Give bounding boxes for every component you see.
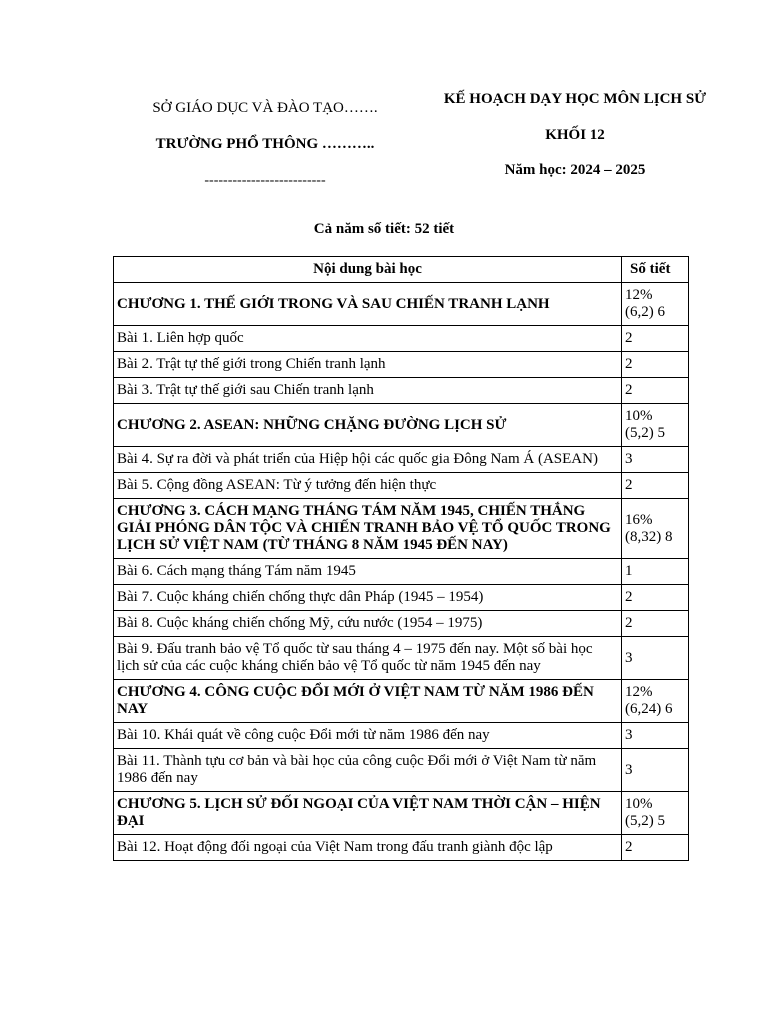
lesson-row xyxy=(114,559,689,585)
table-body xyxy=(114,283,689,861)
lesson-title: Bài 6. Cách mạng tháng Tám năm 1945 xyxy=(114,559,622,585)
chapter-row xyxy=(114,283,689,326)
chapter-title: CHƯƠNG 2. ASEAN: NHỮNG CHẶNG ĐƯỜNG LỊCH SỬ xyxy=(114,404,622,447)
period-count: 3 xyxy=(622,723,689,749)
chapter-row xyxy=(114,680,689,723)
period-count: 2 xyxy=(622,585,689,611)
department-name: SỞ GIÁO DỤC VÀ ĐÀO TẠO……. xyxy=(152,100,378,116)
period-count: 3 xyxy=(622,447,689,473)
column-header-content: Nội dung bài học xyxy=(114,257,622,283)
lesson-row xyxy=(114,585,689,611)
plan-title: KẾ HOẠCH DẠY HỌC MÔN LỊCH SỬ xyxy=(443,91,707,107)
lesson-title: Bài 9. Đấu tranh bảo vệ Tổ quốc từ sau tháng 4 – 1975 đến nay. Một số bài học lịch sử của các cuộc kháng chiến bảo vệ Tổ quốc từ năm 1945 đến nay xyxy=(114,637,622,680)
chapter-title: CHƯƠNG 1. THẾ GIỚI TRONG VÀ SAU CHIẾN TRANH LẠNH xyxy=(114,283,622,326)
period-count: 12% (6,2) 6 xyxy=(622,283,689,326)
chapter-row xyxy=(114,499,689,559)
period-count: 1 xyxy=(622,559,689,585)
chapter-title: CHƯƠNG 5. LỊCH SỬ ĐỐI NGOẠI CỦA VIỆT NAM THỜI CẬN – HIỆN ĐẠI xyxy=(114,792,622,835)
lesson-title: Bài 3. Trật tự thế giới sau Chiến tranh lạnh xyxy=(114,378,622,404)
grade-label: KHỐI 12 xyxy=(545,127,605,143)
column-header-periods: Số tiết xyxy=(622,257,689,283)
period-count: 2 xyxy=(622,611,689,637)
lesson-title: Bài 12. Hoạt động đối ngoại của Việt Nam trong đấu tranh giành độc lập xyxy=(114,835,622,861)
lesson-title: Bài 4. Sự ra đời và phát triển của Hiệp hội các quốc gia Đông Nam Á (ASEAN) xyxy=(114,447,622,473)
lesson-title: Bài 1. Liên hợp quốc xyxy=(114,326,622,352)
lesson-row xyxy=(114,326,689,352)
period-count: 2 xyxy=(622,326,689,352)
period-count: 12% (6,24) 6 xyxy=(622,680,689,723)
period-count: 2 xyxy=(622,473,689,499)
period-count: 10% (5,2) 5 xyxy=(622,792,689,835)
period-count: 3 xyxy=(622,749,689,792)
chapter-title: CHƯƠNG 3. CÁCH MẠNG THÁNG TÁM NĂM 1945, CHIẾN THẮNG GIẢI PHÓNG DÂN TỘC VÀ CHIẾN TRANH BẢO VỆ TỔ QUỐC TRONG LỊCH SỬ VIỆT NAM (TỪ THÁNG 8 NĂM 1945 ĐẾN NAY) xyxy=(114,499,622,559)
lesson-title: Bài 8. Cuộc kháng chiến chống Mỹ, cứu nước (1954 – 1975) xyxy=(114,611,622,637)
lesson-title: Bài 10. Khái quát về công cuộc Đổi mới từ năm 1986 đến nay xyxy=(114,723,622,749)
lesson-title: Bài 5. Cộng đồng ASEAN: Từ ý tưởng đến hiện thực xyxy=(114,473,622,499)
lesson-row xyxy=(114,352,689,378)
lesson-row xyxy=(114,447,689,473)
lesson-row xyxy=(114,378,689,404)
lesson-row xyxy=(114,637,689,680)
lesson-row xyxy=(114,611,689,637)
lesson-row xyxy=(114,723,689,749)
period-count: 2 xyxy=(622,352,689,378)
chapter-row xyxy=(114,792,689,835)
school-name: TRƯỜNG PHỔ THÔNG ……….. xyxy=(155,136,375,152)
period-count: 10% (5,2) 5 xyxy=(622,404,689,447)
header-divider: -------------------------- xyxy=(204,173,326,188)
lesson-title: Bài 2. Trật tự thế giới trong Chiến tranh lạnh xyxy=(114,352,622,378)
period-count: 2 xyxy=(622,378,689,404)
period-count: 3 xyxy=(622,637,689,680)
total-periods: Cả năm số tiết: 52 tiết xyxy=(313,221,455,237)
table-header-row xyxy=(114,257,689,283)
lesson-row xyxy=(114,473,689,499)
lesson-row xyxy=(114,835,689,861)
period-count: 2 xyxy=(622,835,689,861)
chapter-row xyxy=(114,404,689,447)
lesson-title: Bài 7. Cuộc kháng chiến chống thực dân Pháp (1945 – 1954) xyxy=(114,585,622,611)
school-year: Năm học: 2024 – 2025 xyxy=(504,162,646,178)
lesson-title: Bài 11. Thành tựu cơ bản và bài học của công cuộc Đổi mới ở Việt Nam từ năm 1986 đến nay xyxy=(114,749,622,792)
lesson-plan-table xyxy=(113,256,689,861)
chapter-title: CHƯƠNG 4. CÔNG CUỘC ĐỔI MỚI Ở VIỆT NAM TỪ NĂM 1986 ĐẾN NAY xyxy=(114,680,622,723)
period-count: 16% (8,32) 8 xyxy=(622,499,689,559)
lesson-row xyxy=(114,749,689,792)
